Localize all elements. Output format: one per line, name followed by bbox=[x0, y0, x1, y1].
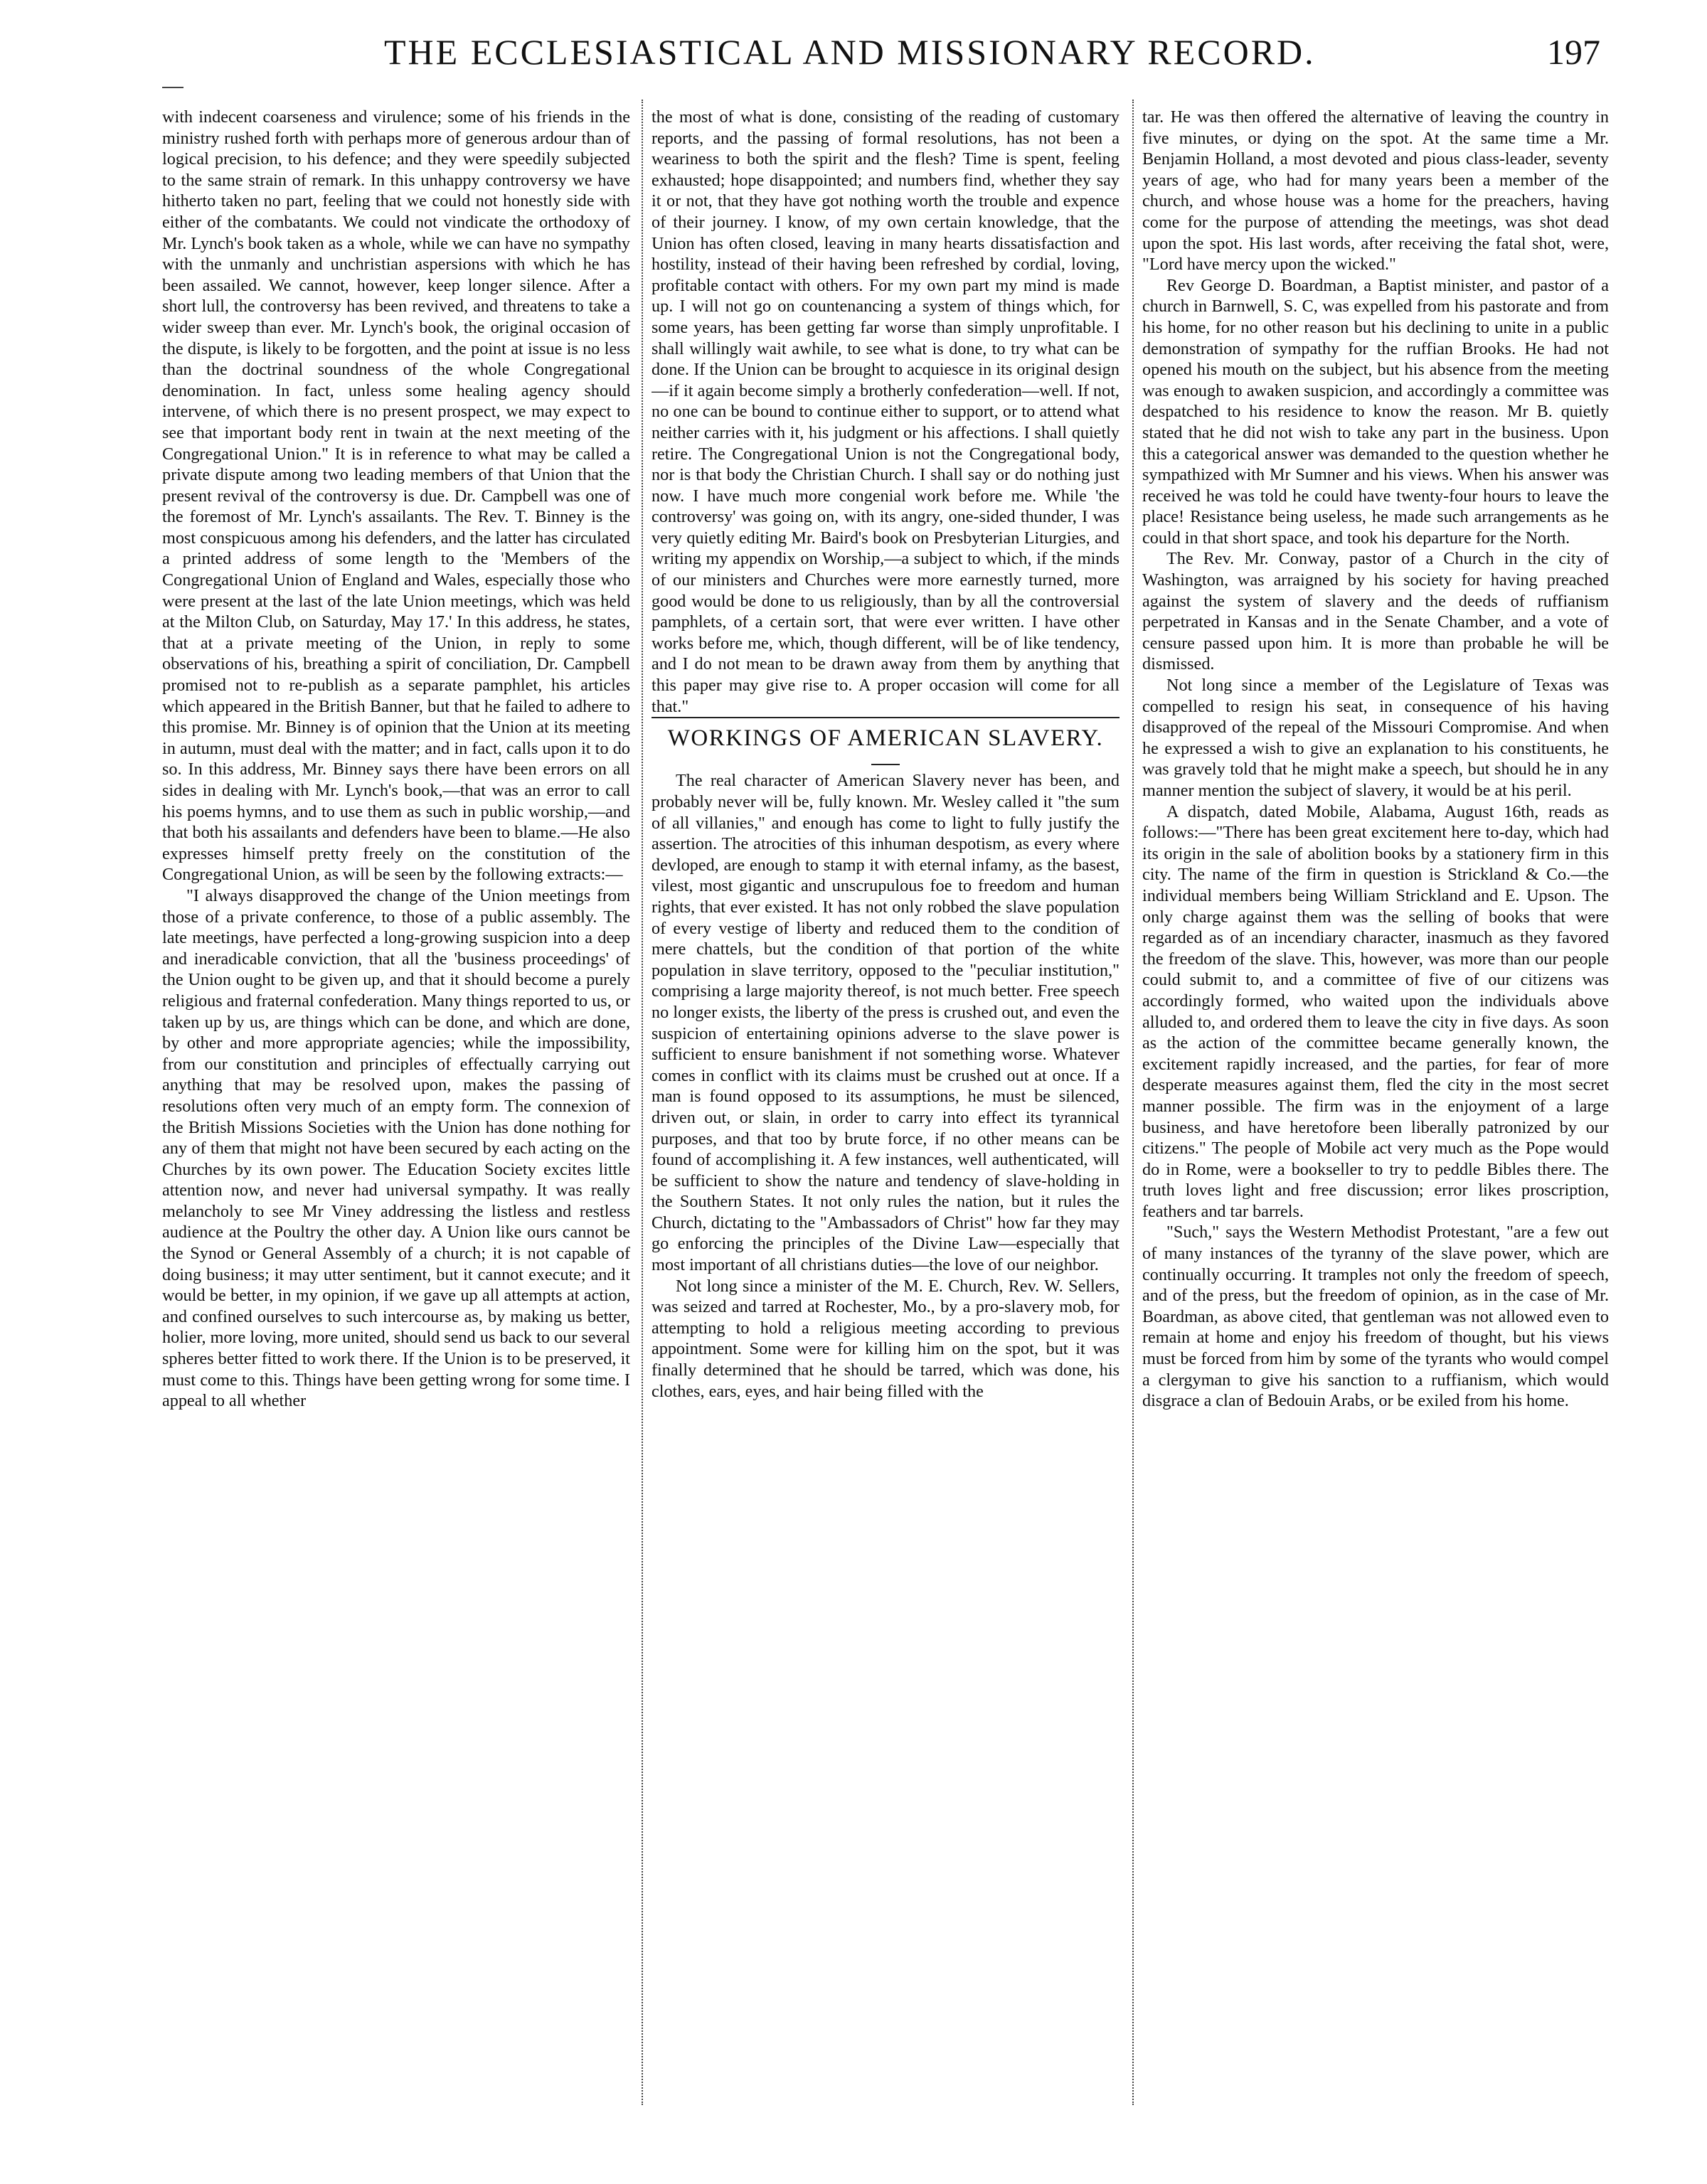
column-1 bbox=[162, 107, 630, 2148]
masthead bbox=[164, 31, 1600, 81]
paragraph: with indecent coarseness and virulence; some of his friends in the ministry rushed forth with perhaps more of generous ardour than of logical precision, to his defence; and they were speedily subjected to the same strain of remark. In this unhappy controversy we have hitherto taken no part, feeling that we could not honestly side with either of the combatants. We could not vindicate the orthodoxy of Mr. Lynch's book taken as a whole, while we can have no sympathy with the unmanly and unchristian aspersions with which he has been assailed. We cannot, however, keep longer silence. After a short lull, the controversy has been revived, and threatens to take a wider sweep than ever. Mr. Lynch's book, the original occasion of the dispute, is likely to be forgotten, and the point at issue is no less than the doctrinal soundness of the whole Congregational denomination. In fact, unless some healing agency should intervene, of which there is no present prospect, we may expect to see that important body rent in twain at the next meeting of the Congregational Union." It is in reference to what may be called a private dispute among two leading members of that Union that the present revival of the controversy is due. Dr. Campbell was one of the foremost of Mr. Lynch's assailants. The Rev. T. Binney is the most conspicuous among his defenders, and the latter has circulated a printed address of some length to the 'Members of the Congregational Union of England and Wales, especially those who were present at the last of the late Union meetings, which was held at the Milton Club, on Saturday, May 17.' In this address, he states, that at a private meeting of the Union, in reply to some observations of his, breathing a spirit of conciliation, Dr. Campbell promised not to re-publish as a separate pamphlet, his articles which appeared in the British Banner, but that he failed to adhere to this promise. Mr. Binney is of opinion that the Union at its meeting in autumn, must deal with the matter; and in fact, calls upon it to do so. In this address, Mr. Binney says there have been errors on all sides in dealing with Mr. Lynch's book,—that was an error to call his poems hymns, and to use them as such in public worship,—and that both his assailants and defenders have been to blame.—He also expresses himself pretty freely on the constitution of the Congregational Union, as will be seen by the following extracts:— bbox=[162, 107, 630, 885]
page-number: 197 bbox=[1547, 32, 1600, 72]
publication-title: THE ECCLESIASTICAL AND MISSIONARY RECORD. bbox=[384, 32, 1316, 72]
paragraph: tar. He was then offered the alternative of leaving the country in five minutes, or dying on the spot. At the same time a Mr. Benjamin Holland, a most devoted and pious class-leader, seventy years of age, who had for many years been a member of the church, and whose house was a home for the preachers, having come for the purpose of attending the meetings, was shot dead upon the spot. His last words, after receiving the fatal shot, were, "Lord have mercy upon the wicked." bbox=[1142, 107, 1609, 275]
header-dash bbox=[162, 87, 184, 88]
column-rule-1 bbox=[642, 100, 643, 2105]
paragraph: Rev George D. Boardman, a Baptist minister, and pastor of a church in Barnwell, S. C, was expelled from his pastorate and from his home, for no other reason but his declining to unite in a public demonstration of sympathy for the ruffian Brooks. He had not opened his mouth on the subject, but his absence from the meeting was enough to awaken suspicion, and accordingly a committee was despatched to his residence to know the reason. Mr B. quietly stated that he did not wish to take any part in the business. Upon this a categorical answer was demanded to the question whether he sympathized with Mr Sumner and his views. When his answer was received he was told he could have twenty-four hours to leave the place! Resistance being useless, he made such arrangements as he could in that short space, and took his departure for the North. bbox=[1142, 275, 1609, 548]
paragraph: Not long since a member of the Legislature of Texas was compelled to resign his seat, in consequence of his having disapproved of the repeal of the Missouri Compromise. And when he expressed a wish to give an explanation to his constituents, he was gravely told that he might make a speech, but should he in any manner mention the subject of slavery, it would be at his peril. bbox=[1142, 676, 1609, 800]
paragraph: The Rev. Mr. Conway, pastor of a Church in the city of Washington, was arraigned by his society for having preached against the system of slavery and the deeds of ruffianism perpetrated in Kansas and in the Senate Chamber, and a vote of censure passed upon him. It is more than probable he will be dismissed. bbox=[1142, 549, 1609, 674]
paragraph: the most of what is done, consisting of the reading of customary reports, and the passing of formal resolutions, has not been a weariness to both the spirit and the flesh? Time is spent, feeling exhausted; hope disappointed; and numbers find, whether they say it or not, that they have got nothing worth the trouble and expence of their journey. I know, of my own certain knowledge, that the Union has often closed, leaving in many hearts dissatisfaction and hostility, instead of their having been refreshed by cordial, loving, profitable contact with others. For my own part my mind is made up. I will not go on countenancing a system of things which, for some years, has been getting far worse than simply unprofitable. I shall willingly wait awhile, to see what is done, to try what can be done. If the Union can be brought to acquiesce in its original design—if it again become simply a brotherly confederation—well. If not, no one can be bound to continue either to support, or to attend what neither carries with it, his judgment or his affections. I shall quietly retire. The Congregational Union is not the Congregational body, nor is that body the Christian Church. I shall say or do nothing just now. I have much more congenial work before me. While 'the controversy' was going on, with its angry, one-sided thunder, I was very quietly editing Mr. Baird's book on Presbyterian Liturgies, and writing my appendix on Worship,—a subject to which, if the minds of our ministers and Churches were more earnestly turned, more good would be done to us religiously, than by all the controversial pamphlets, of a certain sort, that were ever written. I have other works before me, which, though different, will be of like tendency, and I do not mean to be drawn away from them by anything that this paper may give rise to. A proper occasion will come for all that." bbox=[652, 107, 1120, 716]
column-2 bbox=[652, 107, 1120, 2148]
paragraph: A dispatch, dated Mobile, Alabama, August 16th, reads as follows:—"There has been great excitement here to-day, which had its origin in the sale of abolition books by a stationery firm in this city. The name of the firm in question is Strickland & Co.—the individual members being William Strickland and E. Upson. The only charge against them was the selling of books that were regarded as of an incendiary character, inasmuch as they favored the freedom of the slave. This, however, was more than our people could submit to, and a committee of five of our citizens was accordingly formed, who waited upon the individuals above alluded to, and ordered them to leave the city in five days. As soon as the action of the committee became generally known, the excitement rapidly increased, and the parties, for fear of more desperate measures against them, fled the city in the most secret manner possible. The firm was in the enjoyment of a large business, and have heretofore been liberally patronized by our citizens." The people of Mobile act very much as the Pope would do in Rome, were a bookseller to try to peddle Bibles there. The truth loves light and free discussion; error likes proscription, feathers and tar barrels. bbox=[1142, 801, 1609, 1221]
paragraph: "I always disapproved the change of the Union meetings from those of a private conference, to those of a public assembly. The late meetings, have perfected a long-growing suspicion into a deep and ineradicable conviction, that all the 'business proceedings' of the Union ought to be given up, and that it should become a purely religious and fraternal confederation. Many things reported to us, or taken up by us, are things which can be done, and which are done, by other and more appropriate agencies; while the impossibility, from our constitution and principles of effectually carrying out anything that may be resolved upon, makes the passing of resolutions often very much of an empty form. The connexion of the British Missions Societies with the Union has done nothing for any of them that might not have been secured by each acting on the Churches by its own power. The Education Society excites little attention now, and never had universal sympathy. It was really melancholy to see Mr Viney addressing the listless and restless audience at the Poultry the other day. A Union like ours cannot be the Synod or General Assembly of a church; it is not capable of doing business; it may utter sentiment, but it cannot execute; and it would be better, in my opinion, if we gave up all attempts at action, and confined ourselves to such intercourse as, by making us better, holier, more loving, more united, should send us back to our several spheres better fitted to work there. If the Union is to be preserved, it must come to this. Things have been getting wrong for some time. I appeal to all whether bbox=[162, 885, 630, 1411]
paragraph: Not long since a minister of the M. E. Church, Rev. W. Sellers, was seized and tarred at Rochester, Mo., by a pro-slavery mob, for attempting to hold a religious meeting according to previous appointment. Some were for killing him on the spot, but it was finally determined that he should be tarred, which was done, his clothes, ears, eyes, and hair being filled with the bbox=[652, 1276, 1120, 1401]
column-3 bbox=[1142, 107, 1609, 2148]
article-heading: WORKINGS OF AMERICAN SLAVERY. bbox=[652, 717, 1120, 750]
column-rule-2 bbox=[1132, 100, 1134, 2105]
paragraph: The real character of American Slavery never has been, and probably never will be, fully known. Mr. Wesley called it "the sum of all villanies," and enough has come to light to fully justify the assertion. The atrocities of this inhuman despotism, as every where devloped, are enough to stamp it with eternal infamy, as the basest, vilest, most gigantic and unscrupulous foe to freedom and human rights, that ever existed. It has not only robbed the slave population of every vestige of liberty and reduced them to the condition of mere chattels, but the condition of that portion of the white population in slave territory, opposed to the "peculiar institution," comprising a large majority thereof, is not much better. Free speech no longer exists, the liberty of the press is crushed out, and even the suspicion of entertaining opinions adverse to the slave power is sufficient to ensure banishment if not something worse. Whatever comes in conflict with its claims must be crushed out at once. If a man is found opposed to its assumptions, he must be silenced, driven out, or slain, in order to carry into effect its tyrannical purposes, and that too by brute force, if no other means can be found of accomplishing it. A few instances, well authenticated, will be sufficient to show the nature and tendency of slave-holding in the Southern States. It not only rules the nation, but it rules the Church, dictating to the "Ambassadors of Christ" how far they may go enforcing the principles of the Divine Law—especially that most important of all christians duties—the love of our neighbor. bbox=[652, 771, 1120, 1275]
heading-dash bbox=[652, 750, 1120, 771]
paragraph: "Such," says the Western Methodist Protestant, "are a few out of many instances of the tyranny of the slave power, which are continually occurring. It tramples not only the freedom of speech, and of the press, but the freedom of opinion, as in the case of Mr. Boardman, as above cited, that gentleman was not allowed even to remain at home and enjoy his freedom of thought, but his views must be forced from him by some of the tyrants who would compel a clergyman to give his sanction to a ruffianism, which would disgrace a clan of Bedouin Arabs, or be exiled from his home. bbox=[1142, 1222, 1609, 1411]
